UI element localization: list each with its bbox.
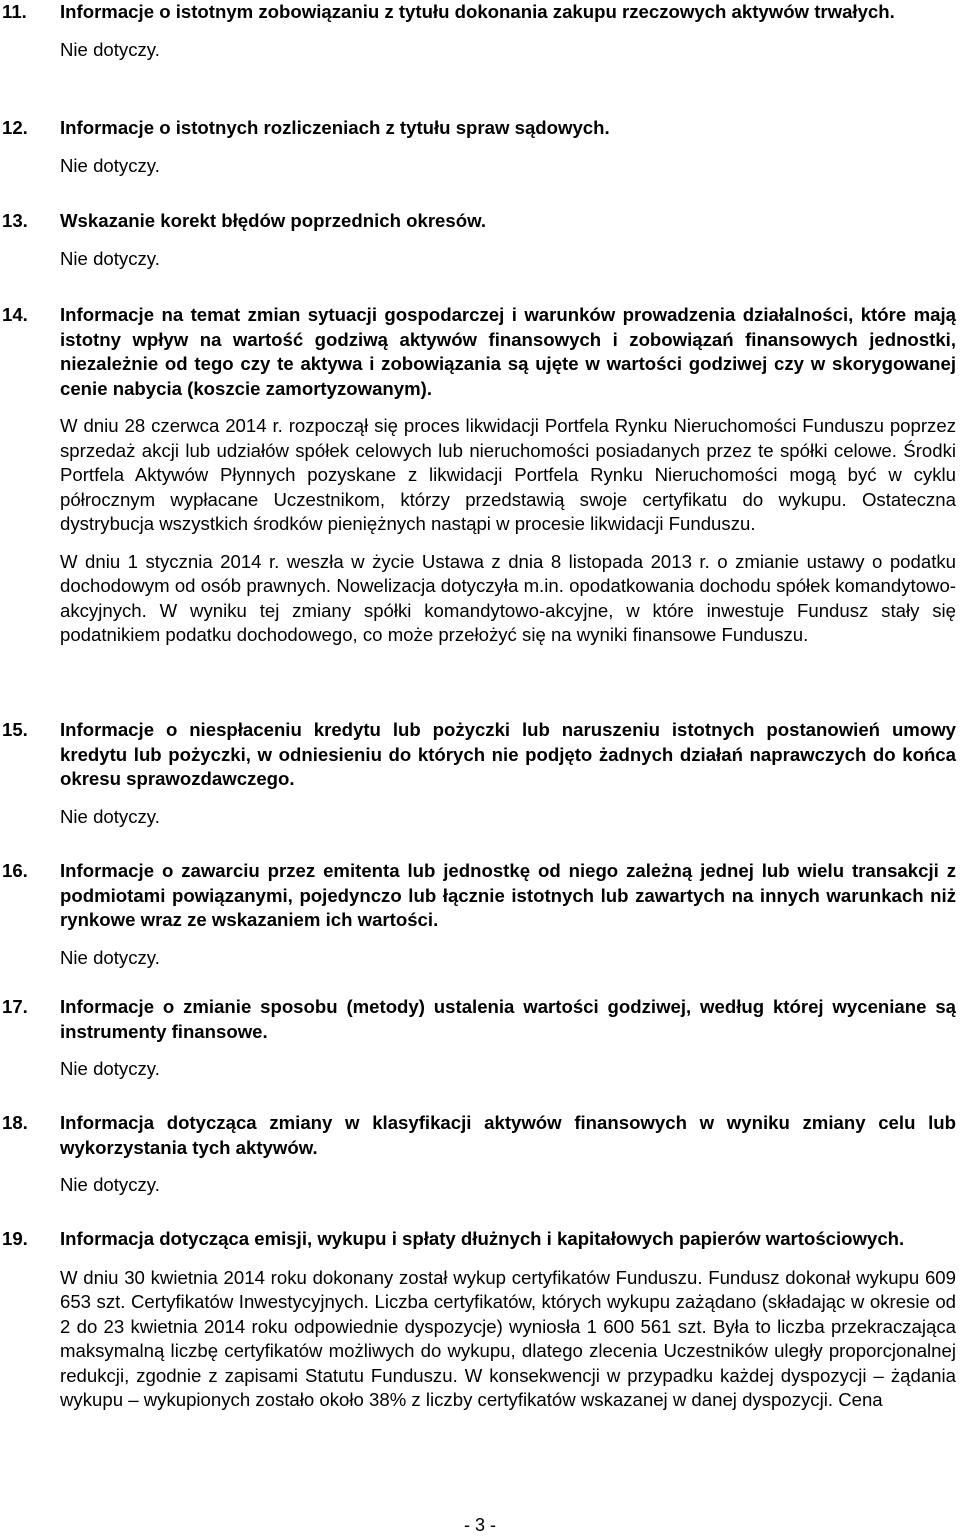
section-heading [2,1227,956,1252]
section-heading [2,116,956,141]
section-paragraph: Nie dotyczy. [60,946,160,968]
section-paragraph: Nie dotyczy. [60,154,160,176]
section-heading [2,303,956,401]
section-paragraph: W dniu 28 czerwca 2014 r. rozpoczął się proces likwidacji Portfela Rynku Nieruchomości Funduszu poprzez sprzedaż akcji lub udziałów spółek celowych lub nieruchomości posiadanych przez te spółki celowe. Środki Portfela Aktywów Płynnych pozyskane z likwidacji Portfela Rynku Nieruchomości mogą być w cyklu półrocznym wypłacane Uczestnikom, którzy przedstawią swoje certyfikatu do wykupu. Ostateczna dystrybucja wszystkich środków pieniężnych nastąpi w procesie likwidacji Funduszu. [60,415,956,534]
section-19 [2,1227,956,1413]
section-number: 13. [2,210,28,231]
section-title: Informacja dotycząca zmiany w klasyfikacji aktywów finansowych w wyniku zmiany celu lub wykorzystania tych aktywów. [60,1112,956,1158]
section-title: Informacje o zmianie sposobu (metody) ustalenia wartości godziwej, według której wyceniane są instrumenty finansowe. [60,996,956,1042]
section-number: 15. [2,719,28,740]
section-heading [2,209,956,234]
section-number: 16. [2,860,28,881]
section-paragraph: Nie dotyczy. [60,1174,160,1195]
section-title: Informacje o zawarciu przez emitenta lub jednostkę od niego zależną jednej lub wielu transakcji z podmiotami powiązanymi, pojedynczo lub łącznie istotnych lub zawartych na innych warunkach niż rynkowe wraz ze wskazaniem ich wartości. [60,860,956,930]
section-number: 18. [2,1112,28,1133]
section-16 [2,859,956,970]
section-heading [2,1111,956,1160]
section-paragraph: W dniu 1 stycznia 2014 r. weszła w życie Ustawa z dnia 8 listopada 2013 r. o zmianie ustawy o podatku dochodowym od osób prawnych. Nowelizacja dotyczyła m.in. opodatkowania dochodu spółek komandytowo-akcyjnych. W wyniku tej zmiany spółki komandytowo-akcyjne, w które inwestuje Fundusz stały się podatnikiem podatku dochodowego, co może przełożyć się na wyniki finansowe Funduszu. [60,550,956,645]
section-14 [2,303,956,648]
section-15 [2,718,956,829]
section-paragraph: Nie dotyczy. [60,38,160,60]
section-paragraph: Nie dotyczy. [60,247,160,269]
section-title: Informacje na temat zmian sytuacji gospodarczej i warunków prowadzenia działalności, które mają istotny wpływ na wartość godziwą aktywów finansowych i zobowiązań finansowych jednostki, niezależnie od tego czy te aktywa i zobowiązania są ujęte w wartości godziwej czy w skorygowanej cenie nabycia (koszcie zamortyzowanym). [60,304,956,399]
section-number: 14. [2,304,28,325]
section-title: Wskazanie korekt błędów poprzednich okresów. [60,210,487,231]
section-11 [2,0,956,62]
section-13 [2,209,956,271]
section-paragraph: Nie dotyczy. [60,1058,160,1079]
section-title: Informacje o istotnym zobowiązaniu z tytułu dokonania zakupu rzeczowych aktywów trwałych. [60,1,895,22]
section-number: 12. [2,117,28,138]
section-12 [2,116,956,178]
section-heading [2,859,956,933]
section-18 [2,1111,956,1198]
section-number: 19. [2,1228,28,1249]
section-paragraph: W dniu 30 kwietnia 2014 roku dokonany został wykup certyfikatów Funduszu. Fundusz dokonał wykupu 609 653 szt. Certyfikatów Inwestycyjnych. Liczba certyfikatów, których wykupu zażądano (składając w okresie od 2 do 23 kwietnia 2014 roku odpowiednie dyspozycje) wyniosła 1 600 561 szt. Była to liczba przekraczająca maksymalną liczbę certyfikatów możliwych do wykupu, dlatego zlecenia Uczestników uległy proporcjonalnej redukcji, zgodnie z zapisami Statutu Funduszu. W konsekwencji w przypadku każdej dyspozycji – żądania wykupu – wykupionych zostało około 38% z liczby certyfikatów wskazanej w danej dyspozycji. Cena [60,1266,956,1410]
page-number: - 3 - [463,1515,496,1535]
section-17 [2,995,956,1082]
section-number: 17. [2,996,28,1017]
section-title: Informacja dotycząca emisji, wykupu i spłaty dłużnych i kapitałowych papierów wartościowych. [60,1228,905,1249]
section-heading [2,0,956,25]
section-heading [2,995,956,1044]
section-number: 11. [2,1,27,22]
section-heading [2,718,956,792]
section-title: Informacje o niespłaceniu kredytu lub pożyczki lub naruszeniu istotnych postanowień umowy kredytu lub pożyczki, w odniesieniu do których nie podjęto żadnych działań naprawczych do końca okresu sprawozdawczego. [60,719,956,789]
section-paragraph: Nie dotyczy. [60,805,160,827]
section-title: Informacje o istotnych rozliczeniach z tytułu spraw sądowych. [60,117,610,138]
